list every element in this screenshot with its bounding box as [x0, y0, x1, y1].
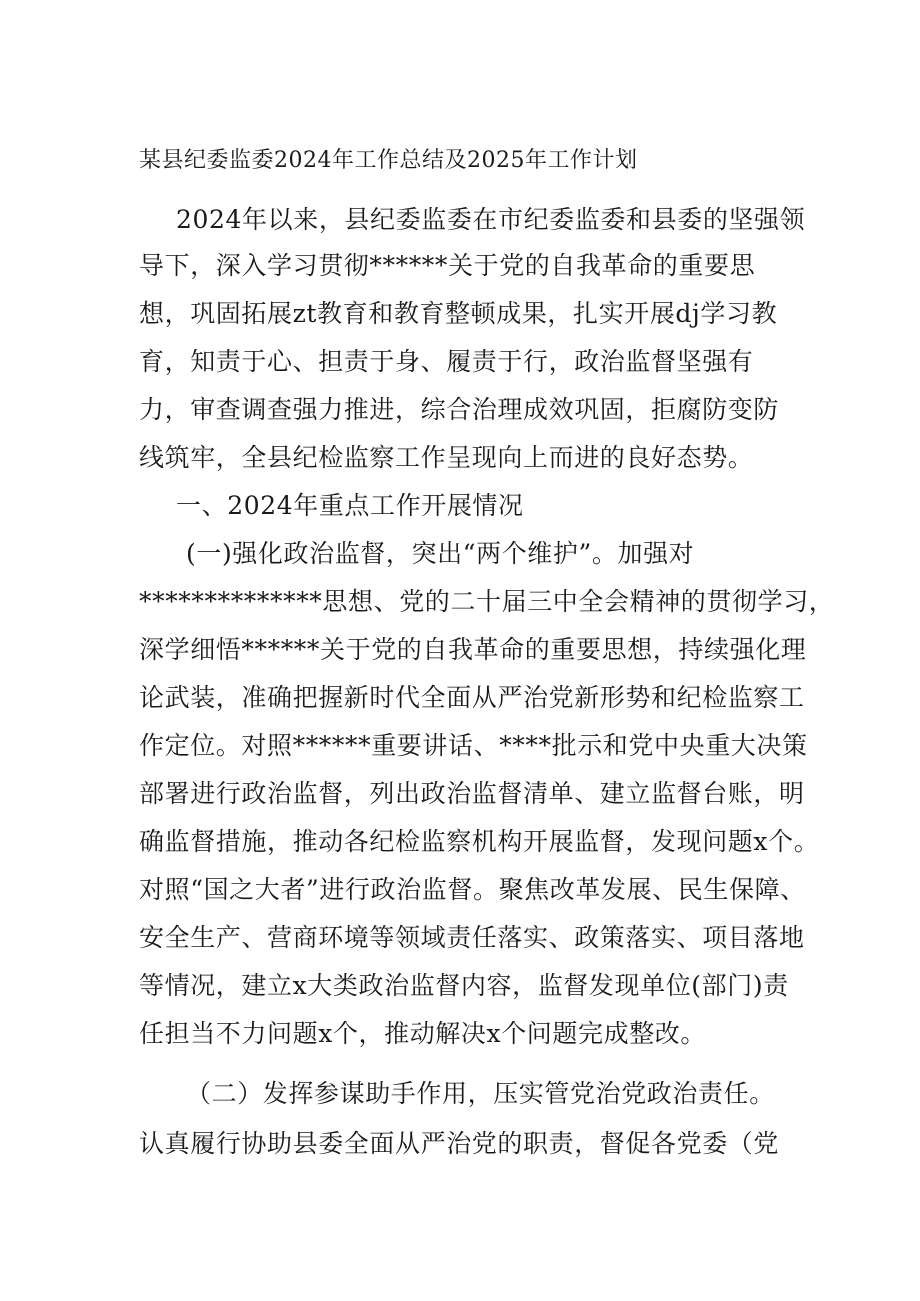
subsection-line: 论武装，准确把握新时代全面从严治党新形势和纪检监察工 [139, 683, 805, 712]
subsection-line: 认真履行协助县委全面从严治党的职责，督促各党委（党 [139, 1129, 780, 1158]
intro-line: 想，巩固拓展zt教育和教育整顿成果，扎实开展dj学习教 [139, 299, 778, 328]
subsection-line: （二）发挥参谋助手作用，压实管党治党政治责任。 [186, 1079, 775, 1108]
subsection-line: 对照“国之大者”进行政治监督。聚焦改革发展、民生保障、 [139, 875, 806, 904]
intro-line: 2024年以来，县纪委监委在市纪委监委和县委的坚强领 [176, 205, 806, 234]
section-heading: 一、2024年重点工作开展情况 [176, 491, 524, 520]
intro-line: 导下，深入学习贯彻******关于党的自我革命的重要思 [139, 251, 756, 280]
subsection-line: 任担当不力问题x个，推动解决x个问题完成整改。 [139, 1019, 706, 1048]
subsection-line: (一)强化政治监督，突出“两个维护”。加强对 [186, 539, 695, 568]
subsection-line: 确监督措施，推动各纪检监察机构开展监督，发现问题x个。 [139, 827, 820, 856]
document-title: 某县纪委监委2024年工作总结及2025年工作计划 [139, 148, 638, 173]
intro-line: 育，知责于心、担责于身、履责于行，政治监督坚强有 [139, 347, 754, 376]
subsection-line: 作定位。对照******重要讲话、****批示和党中央重大决策 [139, 731, 808, 760]
subsection-line: 等情况，建立x大类政治监督内容，监督发现单位(部门)责 [139, 971, 789, 1000]
intro-line: 力，审查调查强力推进，综合治理成效巩固，拒腐防变防 [139, 395, 780, 424]
intro-line: 线筑牢，全县纪检监察工作呈现向上而进的良好态势。 [139, 443, 754, 472]
subsection-line: 安全生产、营商环境等领域责任落实、政策落实、项目落地 [139, 923, 805, 952]
subsection-line: 部署进行政治监督，列出政治监督清单、建立监督台账，明 [139, 779, 805, 808]
subsection-line: **************思想、党的二十届三中全会精神的贯彻学习， [139, 587, 835, 616]
subsection-line: 深学细悟******关于党的自我革命的重要思想，持续强化理 [139, 635, 807, 664]
